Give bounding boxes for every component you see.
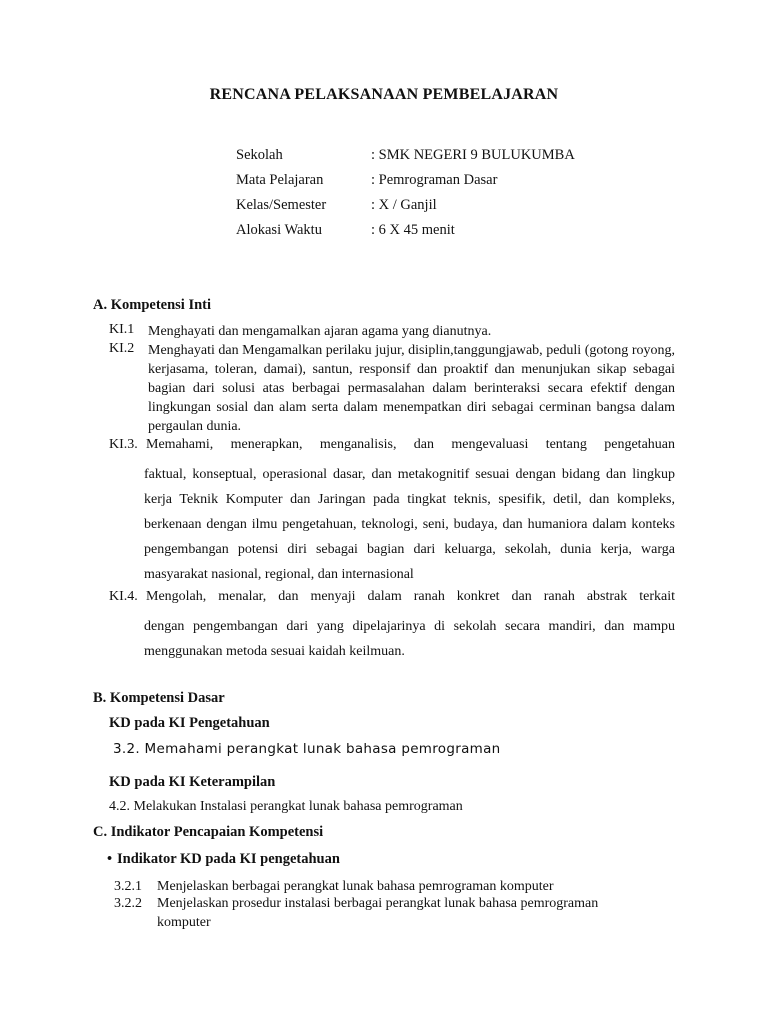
ki-number: KI.2 [109,341,135,356]
indicator-bullet [107,851,340,868]
info-label: Alokasi Waktu [236,222,322,238]
info-row-sekolah [236,145,575,170]
ki-2-item [109,341,675,436]
info-row-alokasi-waktu [236,220,575,245]
info-label: Kelas/Semester [236,197,327,213]
kd-pengetahuan-heading: KD pada KI Pengetahuan [109,715,270,731]
ki-number: KI.4. [109,589,138,604]
info-value: : Pemrograman Dasar [371,172,498,188]
kd-pengetahuan-item: 3.2. Memahami perangkat lunak bahasa pemrograman [113,741,501,757]
document-title: RENCANA PELAKSANAAN PEMBELAJARAN [209,86,559,103]
ki-number: KI.3. [109,437,138,452]
kd-keterampilan-item: 4.2. Melakukan Instalasi perangkat lunak bahasa pemrograman [109,799,463,814]
indicator-number: 3.2.1 [114,879,142,894]
info-label: Sekolah [236,147,283,163]
ki-first-line: Memahami, menerapkan, menganalisis, dan mengevaluasi tentang pengetahuan [146,437,675,452]
bullet-icon: • [107,851,113,867]
ki-number: KI.1 [109,322,135,337]
info-value: : SMK NEGERI 9 BULUKUMBA [371,147,575,163]
ki-4-item [109,589,675,664]
ki-text: Menghayati dan mengamalkan ajaran agama yang dianutnya. [148,324,492,339]
ki-text: faktual, konseptual, operasional dasar, dan metakognitif sesuai dengan bidang dan lingkup kerja Teknik Komputer dan Jaringan pada tingkat teknis, spesifik, detil, dan kompleks, berkenaan dengan ilmu pengetahuan, teknologi, seni, budaya, dan humaniora dalam konteks pengembangan potensi diri sebagai bagian dari keluarga, sekolah, dunia kerja, warga masyarakat nasional, regional, dan internasional [144,467,675,582]
section-c-heading: C. Indikator Pencapaian Kompetensi [93,824,324,840]
indicator-number: 3.2.2 [114,896,142,911]
indicator-text-continuation: komputer [157,915,211,930]
info-label: Mata Pelajaran [236,172,324,188]
info-value: : X / Ganjil [371,197,437,213]
ki-3-item [109,437,675,587]
indicator-text: Menjelaskan prosedur instalasi berbagai perangkat lunak bahasa pemrograman [157,896,599,911]
indicator-item [114,896,598,912]
section-a-heading: A. Kompetensi Inti [93,297,212,313]
ki-text: Menghayati dan Mengamalkan perilaku jujur, disiplin,tanggungjawab, peduli (gotong royong, kerjasama, toleran, damai), santun, responsif dan proaktif dan menunjukan sikap sebagai bagian dari solusi atas berbagai permasalahan dalam berinteraksi secara efektif dengan lingkungan sosial dan alam serta dalam menempatkan diri sebagai cerminan bangsa dalam pergaulan dunia. [148,343,675,434]
indicator-item [114,879,554,895]
indicator-text: Menjelaskan berbagai perangkat lunak bahasa pemrograman komputer [157,879,554,894]
info-value: : 6 X 45 menit [371,222,455,238]
ki-1-item [109,322,675,341]
ki-text: dengan pengembangan dari yang dipelajarinya di sekolah secara mandiri, dan mampu menggunakan metoda sesuai kaidah keilmuan. [144,619,675,659]
indicator-bullet-label: Indikator KD pada KI pengetahuan [117,851,340,867]
section-b-heading: B. Kompetensi Dasar [93,690,225,706]
info-row-mata-pelajaran [236,170,575,195]
info-row-kelas-semester [236,195,575,220]
ki-first-line: Mengolah, menalar, dan menyaji dalam ranah konkret dan ranah abstrak terkait [146,589,675,604]
info-table [236,145,575,245]
kd-keterampilan-heading: KD pada KI Keterampilan [109,774,276,790]
